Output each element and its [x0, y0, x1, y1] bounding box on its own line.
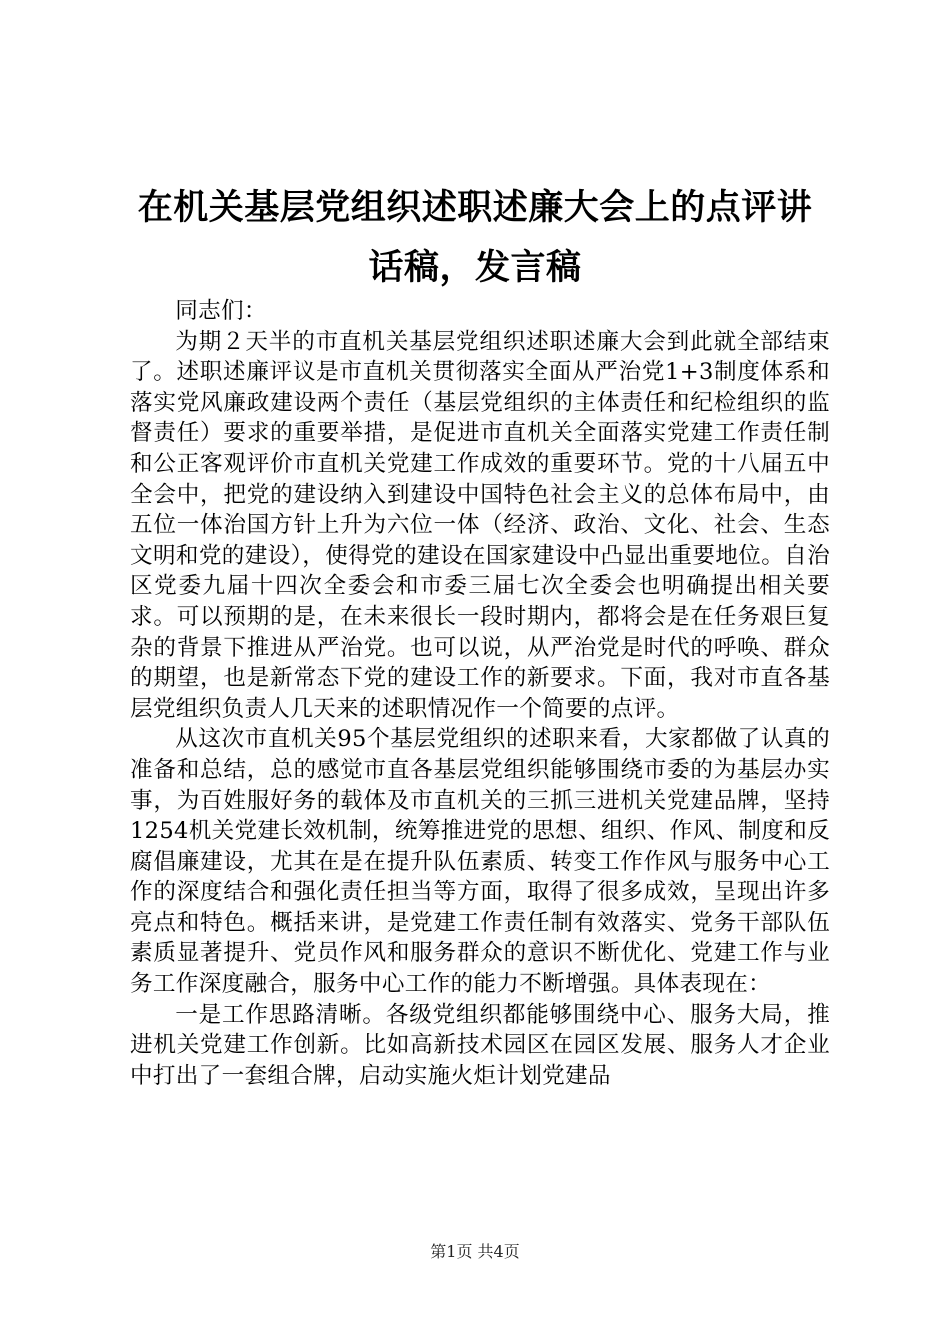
- document-title: 在机关基层党组织述职述廉大会上的点评讲话稿，发言稿: [137, 188, 813, 288]
- salutation: 同志们：: [175, 298, 267, 324]
- paragraph-3: 一是工作思路清晰。各级党组织都能够围绕中心、服务大局，推进机关党建工作创新。比如高新技术园区在园区发展、服务人才企业中打出了一套组合牌，启动实施火炬计划党建品: [130, 1001, 830, 1089]
- page-number-footer: 第1页 共4页: [430, 1242, 520, 1261]
- paragraph-1: 为期２天半的市直机关基层党组织述职述廉大会到此就全部结束了。述职述廉评议是市直机关贯彻落实全面从严治党1+3制度体系和落实党风廉政建设两个责任（基层党组织的主体责任和纪检组织的监督责任）要求的重要举措，是促进市直机关全面落实党建工作责任制和公正客观评价市直机关党建工作成效的重要环节。党的十八届五中全会中，把党的建设纳入到建设中国特色社会主义的总体布局中，由五位一体治国方针上升为六位一体（经济、政治、文化、社会、生态文明和党的建设），使得党的建设在国家建设中凸显出重要地位。自治区党委九届十四次全委会和市委三届七次全委会也明确提出相关要求。可以预期的是，在未来很长一段时期内，都将会是在任务艰巨复杂的背景下推进从严治党。也可以说，从严治党是时代的呼唤、群众的期望，也是新常态下党的建设工作的新要求。下面，我对市直各基层党组织负责人几天来的述职情况作一个简要的点评。: [130, 328, 830, 722]
- paragraph-2: 从这次市直机关95个基层党组织的述职来看，大家都做了认真的准备和总结，总的感觉市直各基层党组织能够围绕市委的为基层办实事，为百姓服好务的载体及市直机关的三抓三进机关党建品牌，坚持1254机关党建长效机制，统筹推进党的思想、组织、作风、制度和反腐倡廉建设，尤其在是在提升队伍素质、转变工作作风与服务中心工作的深度结合和强化责任担当等方面，取得了很多成效，呈现出许多亮点和特色。概括来讲，是党建工作责任制有效落实、党务干部队伍素质显著提升、党员作风和服务群众的意识不断优化、党建工作与业务工作深度融合，服务中心工作的能力不断增强。具体表现在：: [130, 726, 830, 998]
- document-body: [130, 296, 830, 1091]
